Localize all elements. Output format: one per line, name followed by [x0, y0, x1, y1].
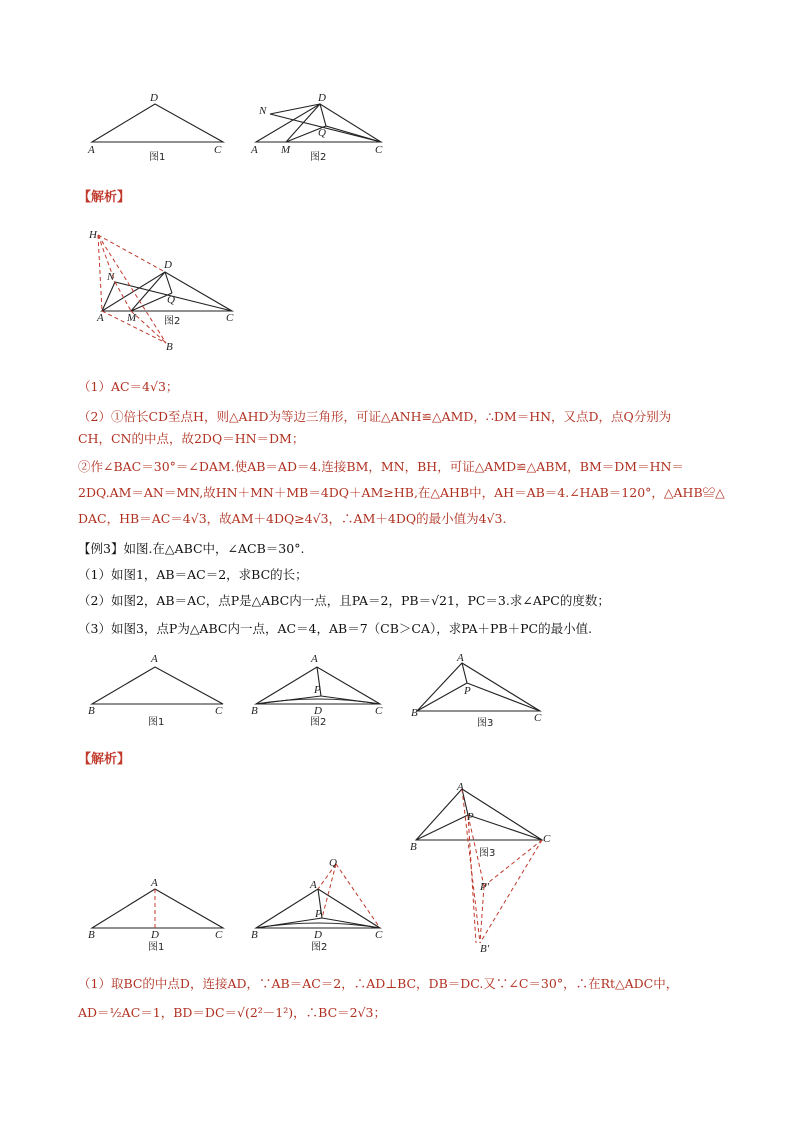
- af1-label-Q: Q: [167, 294, 175, 306]
- a2-f3-C: C: [543, 833, 551, 845]
- sol1-p3c: DAC，HB＝AC＝4√3，故AM＋4DQ≥4√3，∴AM＋4DQ的最小值为4√3.: [78, 511, 507, 526]
- top-fig1-caption: 图1: [149, 152, 166, 163]
- sol1-p2a: （2）①倍长CD至点H，则△AHD为等边三角形，可证△ANH≌△AMD，∴DM＝HN，又点D，点Q分别为: [78, 409, 672, 424]
- example3-q1: （1）如图1，AB＝AC＝2，求BC的长；: [78, 567, 308, 582]
- a2-f1-caption: 图1: [148, 942, 165, 953]
- example3-title: 【例3】如图.在△ABC中，∠ACB＝30°.: [78, 541, 305, 556]
- ex3-f2-B: B: [251, 705, 258, 717]
- a2-f1-A: A: [151, 877, 158, 889]
- af1-label-C: C: [226, 312, 234, 324]
- sol2-p1: （1）取BC的中点D，连接AD，∵AB＝AC＝2，∴AD⊥BC，DB＝DC.又∵∠C＝30°，∴在Rt△ADC中，: [78, 976, 679, 991]
- top-fig1-label-D: D: [150, 92, 158, 104]
- a2-f2-B: B: [251, 929, 258, 941]
- top-fig2-label-N: N: [259, 105, 267, 117]
- a2-f2-A: A: [310, 879, 317, 891]
- a2-f3-Pp: P': [480, 881, 490, 893]
- af1-label-M: M: [127, 312, 137, 324]
- ex3-f3-C: C: [534, 712, 542, 724]
- a2-f2-D: D: [314, 929, 322, 941]
- example3-q2: （2）如图2，AB＝AC，点P是△ABC内一点，且PA＝2，PB＝√21，PC＝3.求∠APC的度数；: [78, 593, 610, 608]
- a2-f1-B: B: [88, 929, 95, 941]
- ex3-f2-P: P: [314, 684, 321, 696]
- a2-f1-C: C: [215, 929, 223, 941]
- ex3-f1-A: A: [151, 653, 158, 665]
- a2-f2-P: P: [315, 908, 322, 920]
- top-fig1-label-C: C: [214, 144, 222, 156]
- ex3-f3-B: B: [411, 707, 418, 719]
- ex3-f2-caption: 图2: [310, 717, 327, 728]
- a2-f3-P: P: [467, 811, 474, 823]
- example3-q3: （3）如图3，点P为△ABC内一点，AC＝4，AB＝7（CB＞CA），求PA＋PB＋PC的最小值.: [78, 621, 593, 636]
- sol2-p2: AD＝½AC＝1，BD＝DC＝√(2²－1²)，∴BC＝2√3；: [78, 1005, 387, 1020]
- af1-label-N: N: [107, 271, 115, 283]
- top-fig2-caption: 图2: [310, 152, 327, 163]
- sol1-p1: （1）AC＝4√3；: [78, 379, 179, 394]
- ex3-f2-D: D: [314, 705, 322, 717]
- ex3-f1-caption: 图1: [148, 717, 165, 728]
- analysis-tag-2: 【解析】: [78, 752, 131, 767]
- ex3-f2-C: C: [375, 705, 383, 717]
- ex3-f1-C: C: [215, 705, 223, 717]
- af1-label-D: D: [164, 259, 172, 271]
- a2-f3-Bp: B': [480, 943, 490, 955]
- a2-f3-A: A: [457, 781, 464, 793]
- top-fig2-label-Q: Q: [318, 127, 326, 139]
- top-fig2-label-C: C: [375, 144, 383, 156]
- a2-f2-caption: 图2: [311, 942, 328, 953]
- ex3-f2-A: A: [311, 653, 318, 665]
- af1-label-B: B: [166, 341, 173, 353]
- ex3-f1-B: B: [88, 705, 95, 717]
- top-fig2-label-M: M: [281, 144, 291, 156]
- ex3-f3-P: P: [464, 685, 471, 697]
- a2-f3-B: B: [410, 841, 417, 853]
- top-fig2-label-A: A: [251, 144, 258, 156]
- sol1-p2b: CH，CN的中点，故2DQ＝HN＝DM；: [78, 431, 305, 446]
- sol1-p3a: ②作∠BAC＝30°＝∠DAM.使AB＝AD＝4.连接BM，MN，BH，可证△AMD≌△ABM，BM＝DM＝HN＝: [78, 459, 684, 474]
- af1-label-A: A: [97, 312, 104, 324]
- a2-f1-D: D: [151, 929, 159, 941]
- a2-f2-C: C: [375, 929, 383, 941]
- af1-label-H: H: [89, 229, 97, 241]
- ex3-f3-A: A: [457, 652, 464, 664]
- af1-caption: 图2: [164, 316, 181, 327]
- top-fig2-label-D: D: [318, 92, 326, 104]
- a2-f3-caption: 图3: [479, 848, 496, 859]
- analysis-tag: 【解析】: [78, 190, 131, 205]
- ex3-f3-caption: 图3: [477, 718, 494, 729]
- sol1-p3b: 2DQ.AM＝AN＝MN,故HN＋MN＋MB＝4DQ＋AM≥HB,在△AHB中，AH＝AB＝4.∠HAB＝120°，△AHB≌△: [78, 485, 725, 500]
- a2-f2-Q: Q: [329, 857, 337, 869]
- top-fig1-label-A: A: [88, 144, 95, 156]
